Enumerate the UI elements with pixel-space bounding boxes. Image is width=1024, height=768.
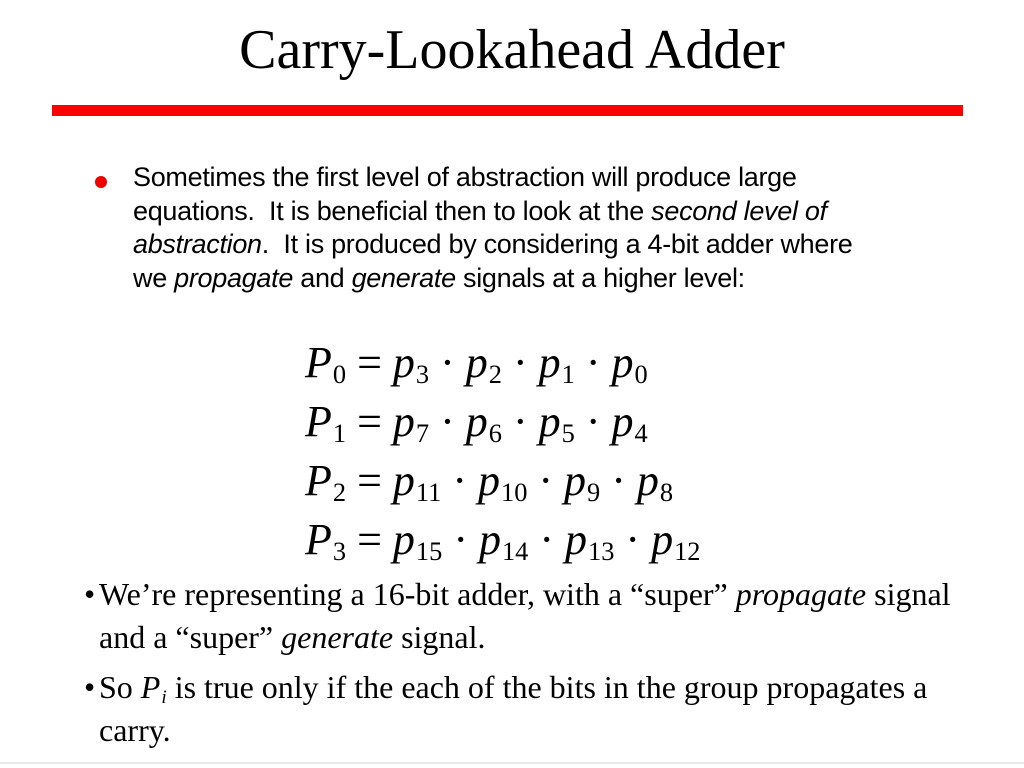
text-line: and a “super” generate signal. [99,619,486,655]
text-line: $P_3 = p_{15} \cdot p_{14} \cdot p_{13} \cdot p_{12}$ [305,515,701,567]
text-line: carry. [99,712,171,748]
text-line: $P_0 = p_3 \cdot p_2 \cdot p_1 \cdot p_0$ [305,338,648,390]
text-line: So $P_i$ is true only if the each of the bits in the group propagates a [99,669,928,708]
red-bullet-icon [95,176,107,188]
text-line: $P_2 = p_{11} \cdot p_{10} \cdot p_9 \cdot p_8$ [305,456,674,508]
bullet-pi-text [99,666,1024,752]
slide-title: Carry-Lookahead Adder [239,19,785,81]
title-underline [52,105,963,116]
text-line: equations. It is beneficial then to look at the second level of [133,195,827,226]
text-line: abstraction. It is produced by considering a 4-bit adder where [133,229,853,259]
equations-block [305,333,700,569]
slide-bottom-border [0,762,1024,764]
bullet-icon: • [84,669,96,705]
bullet-super-text [99,573,1024,659]
text-line: We’re representing a 16-bit adder, with a “super” propagate signal [99,576,951,612]
bullet-pi [84,666,1024,752]
text-line: we propagate and generate signals at a higher level: [133,262,745,293]
bullet-super [84,573,1024,659]
text-line: $P_1 = p_7 \cdot p_6 \cdot p_5 \cdot p_4$ [305,397,648,449]
text-line: Sometimes the first level of abstraction will produce large [133,162,797,192]
bullet-icon: • [84,576,96,612]
intro-bullet-text [133,161,853,295]
